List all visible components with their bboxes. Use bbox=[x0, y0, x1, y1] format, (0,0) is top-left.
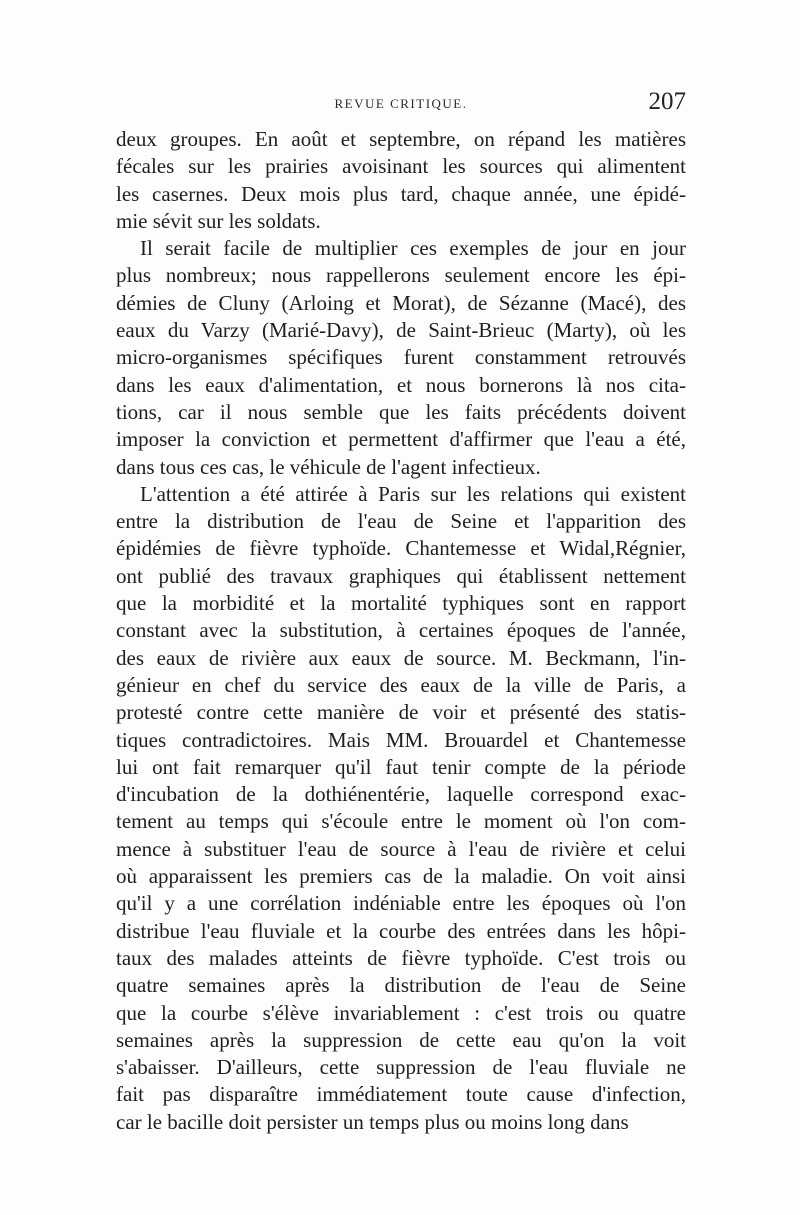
text-line: que la courbe s'élève invariablement : c'est trois ou quatre bbox=[116, 1000, 686, 1025]
text-line: Il serait facile de multiplier ces exemples de jour en jour bbox=[140, 236, 686, 261]
text-line: génieur en chef du service des eaux de la ville de Paris, a bbox=[116, 672, 686, 697]
paragraph bbox=[116, 235, 686, 481]
text-line: tions, car il nous semble que les faits précédents doivent bbox=[116, 399, 686, 424]
running-head bbox=[116, 88, 686, 118]
text-line: lui ont fait remarquer qu'il faut tenir compte de la période bbox=[116, 754, 686, 779]
text-line: s'abaisser. D'ailleurs, cette suppression de l'eau fluviale ne bbox=[116, 1055, 686, 1080]
text-line: entre la distribution de l'eau de Seine et l'apparition des bbox=[116, 509, 686, 534]
text-line: tiques contradictoires. Mais MM. Brouardel et Chantemesse bbox=[116, 727, 686, 752]
text-line: tement au temps qui s'écoule entre le moment où l'on com- bbox=[116, 809, 686, 834]
text-line: quatre semaines après la distribution de l'eau de Seine bbox=[116, 973, 686, 998]
text-line: épidémies de fièvre typhoïde. Chantemesse et Widal,Régnier, bbox=[116, 536, 686, 561]
text-line: des eaux de rivière aux eaux de source. M. Beckmann, l'in- bbox=[116, 645, 686, 670]
text-line: mie sévit sur les soldats. bbox=[116, 208, 321, 233]
text-line: fécales sur les prairies avoisinant les sources qui alimentent bbox=[116, 154, 686, 179]
text-line: imposer la conviction et permettent d'affirmer que l'eau a été, bbox=[116, 427, 686, 452]
text-line: où apparaissent les premiers cas de la maladie. On voit ainsi bbox=[116, 864, 686, 889]
text-line: qu'il y a une corrélation indéniable entre les époques où l'on bbox=[116, 891, 686, 916]
text-line: distribue l'eau fluviale et la courbe des entrées dans les hôpi- bbox=[116, 918, 686, 943]
text-line: démies de Cluny (Arloing et Morat), de Sézanne (Macé), des bbox=[116, 290, 686, 315]
text-line: micro-organismes spécifiques furent constamment retrouvés bbox=[116, 345, 686, 370]
text-line: eaux du Varzy (Marié-Davy), de Saint-Brieuc (Marty), où les bbox=[116, 318, 686, 343]
text-line: d'incubation de la dothiénentérie, laquelle correspond exac- bbox=[116, 782, 686, 807]
running-title: REVUE CRITIQUE. bbox=[334, 96, 468, 111]
page-number: 207 bbox=[648, 88, 686, 115]
text-line: dans les eaux d'alimentation, et nous bornerons là nos cita- bbox=[116, 372, 686, 397]
text-line: L'attention a été attirée à Paris sur les relations qui existent bbox=[140, 481, 686, 506]
text-line: constant avec la substitution, à certaines époques de l'année, bbox=[116, 618, 686, 643]
paragraph bbox=[116, 126, 686, 235]
text-line: fait pas disparaître immédiatement toute cause d'infection, bbox=[116, 1082, 686, 1107]
text-line: taux des malades atteints de fièvre typhoïde. C'est trois ou bbox=[116, 945, 686, 970]
body-text bbox=[116, 126, 686, 1136]
text-line: semaines après la suppression de cette eau qu'on la voit bbox=[116, 1027, 686, 1052]
paragraph bbox=[116, 481, 686, 1136]
text-line: que la morbidité et la mortalité typhiques sont en rapport bbox=[116, 591, 686, 616]
text-line: protesté contre cette manière de voir et présenté des statis- bbox=[116, 700, 686, 725]
text-line: plus nombreux; nous rappellerons seulement encore les épi- bbox=[116, 263, 686, 288]
text-line: car le bacille doit persister un temps plus ou moins long dans bbox=[116, 1109, 629, 1134]
text-line: les casernes. Deux mois plus tard, chaque année, une épidé- bbox=[116, 181, 686, 206]
text-line: ont publié des travaux graphiques qui établissent nettement bbox=[116, 563, 686, 588]
text-line: deux groupes. En août et septembre, on répand les matières bbox=[116, 127, 686, 151]
text-line: mence à substituer l'eau de source à l'eau de rivière et celui bbox=[116, 836, 686, 861]
text-line: dans tous ces cas, le véhicule de l'agent infectieux. bbox=[116, 454, 541, 479]
